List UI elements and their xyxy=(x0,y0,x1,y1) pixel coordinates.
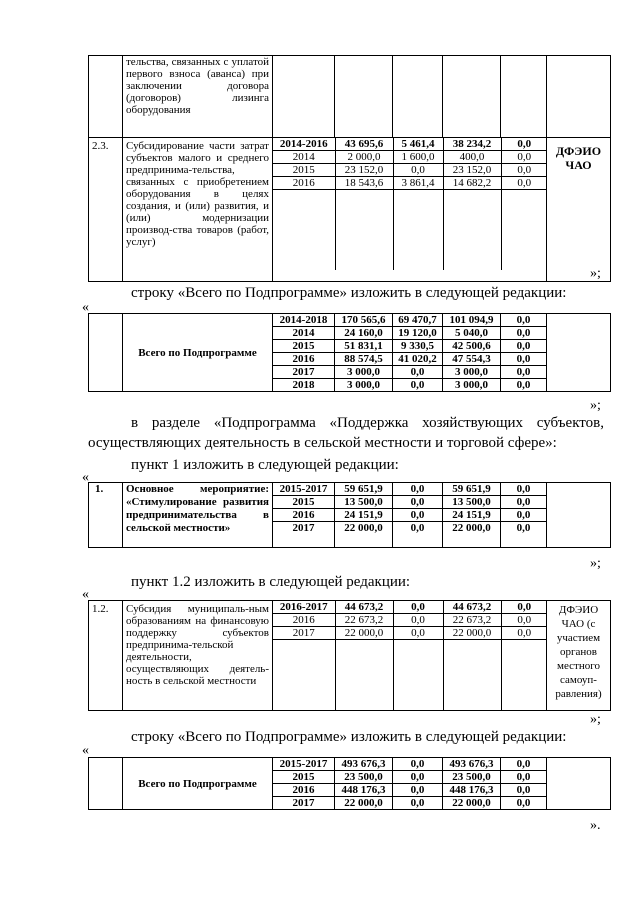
total-label: Всего по Подпрограмме xyxy=(123,314,273,392)
values-grid xyxy=(273,138,547,270)
measures-table-top xyxy=(88,55,611,282)
values-grid xyxy=(273,601,546,710)
row-desc: Субсидирование части затрат субъектов малого и среднего предпринима-тельства, связанных с приобретением оборудования в целях создания, и (или) развития, и (или) модернизации производ-ства товаров (работ, услуг) xyxy=(123,138,273,282)
continuation-row xyxy=(89,56,611,138)
row-2-3 xyxy=(89,138,611,282)
paragraph-5: строку «Всего по Подпрограмме» изложить в следующей редакции: xyxy=(131,729,567,745)
row-num: 2.3. xyxy=(89,138,123,282)
total-label: Всего по Подпрограмме xyxy=(123,758,273,810)
opening-quote-3: « xyxy=(82,587,89,602)
point-num: 1. xyxy=(89,483,123,548)
total-table-1: Всего по Подпрограмме 2014-2018 170 565,6 69 470,7 101 094,9 0,0 2014 24 160,0 19 120,0 5 040,0 0,0 2015 51 831,1 9 330,5 42 500,6 0,0 2016 88 574,5 41 020,2 47 554,3 0,0 2017 3 000,0 0,0 3 000,0 0,0 2018 3 000,0 0,0 3 000,0 0,0 xyxy=(88,313,611,392)
total-table-2: Всего по Подпрограмме 2015-2017 493 676,3 0,0 493 676,3 0,0 2015 23 500,0 0,0 23 500,0 0,0 2016 448 176,3 0,0 448 176,3 0,0 2017 22 000,0 0,0 22 000,0 0,0 xyxy=(88,757,611,810)
value-row: 2016 22 673,2 0,0 22 673,2 0,0 xyxy=(273,614,546,627)
paragraph-2: в разделе «Подпрограмма «Поддержка хозяйствующих субъектов, осуществляющих деятельность в сельской местности и торговой сфере»: xyxy=(88,415,604,451)
point-desc: Субсидия муниципаль-ным образованиям на финансовую поддержку субъектов предпринима-тельской деятельности, осуществляющих деятель-ность в сельской местности xyxy=(123,601,273,711)
paragraph-4: пункт 1.2 изложить в следующей редакции: xyxy=(131,574,411,590)
value-row: 2016 18 543,6 3 861,4 14 682,2 0,0 xyxy=(273,177,547,190)
value-row: 2017 22 000,0 0,0 22 000,0 0,0 xyxy=(273,627,546,640)
point-1-2-table xyxy=(88,600,611,711)
point-num: 1.2. xyxy=(89,601,123,711)
executor: ДФЭИО ЧАО xyxy=(547,138,611,282)
closing-quote-5: ». xyxy=(590,818,601,833)
row-values xyxy=(273,138,547,282)
opening-quote-2: « xyxy=(82,470,89,485)
closing-quote-4: »; xyxy=(590,712,601,727)
value-row: 2014-2016 43 695,6 5 461,4 38 234,2 0,0 xyxy=(273,138,547,151)
cont-desc: тельства, связанных с уплатой первого взноса (аванса) при заключении договора (договоров) лизинга оборудования xyxy=(123,56,273,138)
paragraph-3: пункт 1 изложить в следующей редакции: xyxy=(131,457,399,473)
paragraph-1: строку «Всего по Подпрограмме» изложить в следующей редакции: xyxy=(131,285,567,301)
point-1-table: 1. Основное мероприятие: «Стимулирование развития предпринимательства в сельской местности» 2015-2017 59 651,9 0,0 59 651,9 0,0 2015 13 500,0 0,0 13 500,0 0,0 2016 24 151,9 0,0 24 151,9 0,0 2017 22 000,0 0,0 22 000,0 0,0 xyxy=(88,482,611,548)
opening-quote-4: « xyxy=(82,743,89,758)
closing-quote-2: »; xyxy=(590,398,601,413)
point-desc: Основное мероприятие: «Стимулирование развития предпринимательства в сельской местности» xyxy=(123,483,273,548)
value-row: 2015 23 152,0 0,0 23 152,0 0,0 xyxy=(273,164,547,177)
value-row: 2014 2 000,0 1 600,0 400,0 0,0 xyxy=(273,151,547,164)
opening-quote-1: « xyxy=(82,300,89,315)
closing-quote-3: »; xyxy=(590,556,601,571)
row-values xyxy=(273,601,547,711)
closing-quote-1: »; xyxy=(590,266,601,281)
cont-num-cell xyxy=(89,56,123,138)
value-row: 2016-2017 44 673,2 0,0 44 673,2 0,0 xyxy=(273,601,546,614)
executor: ДФЭИО ЧАО (с участием органов местного самоуп-равления) xyxy=(546,601,610,711)
